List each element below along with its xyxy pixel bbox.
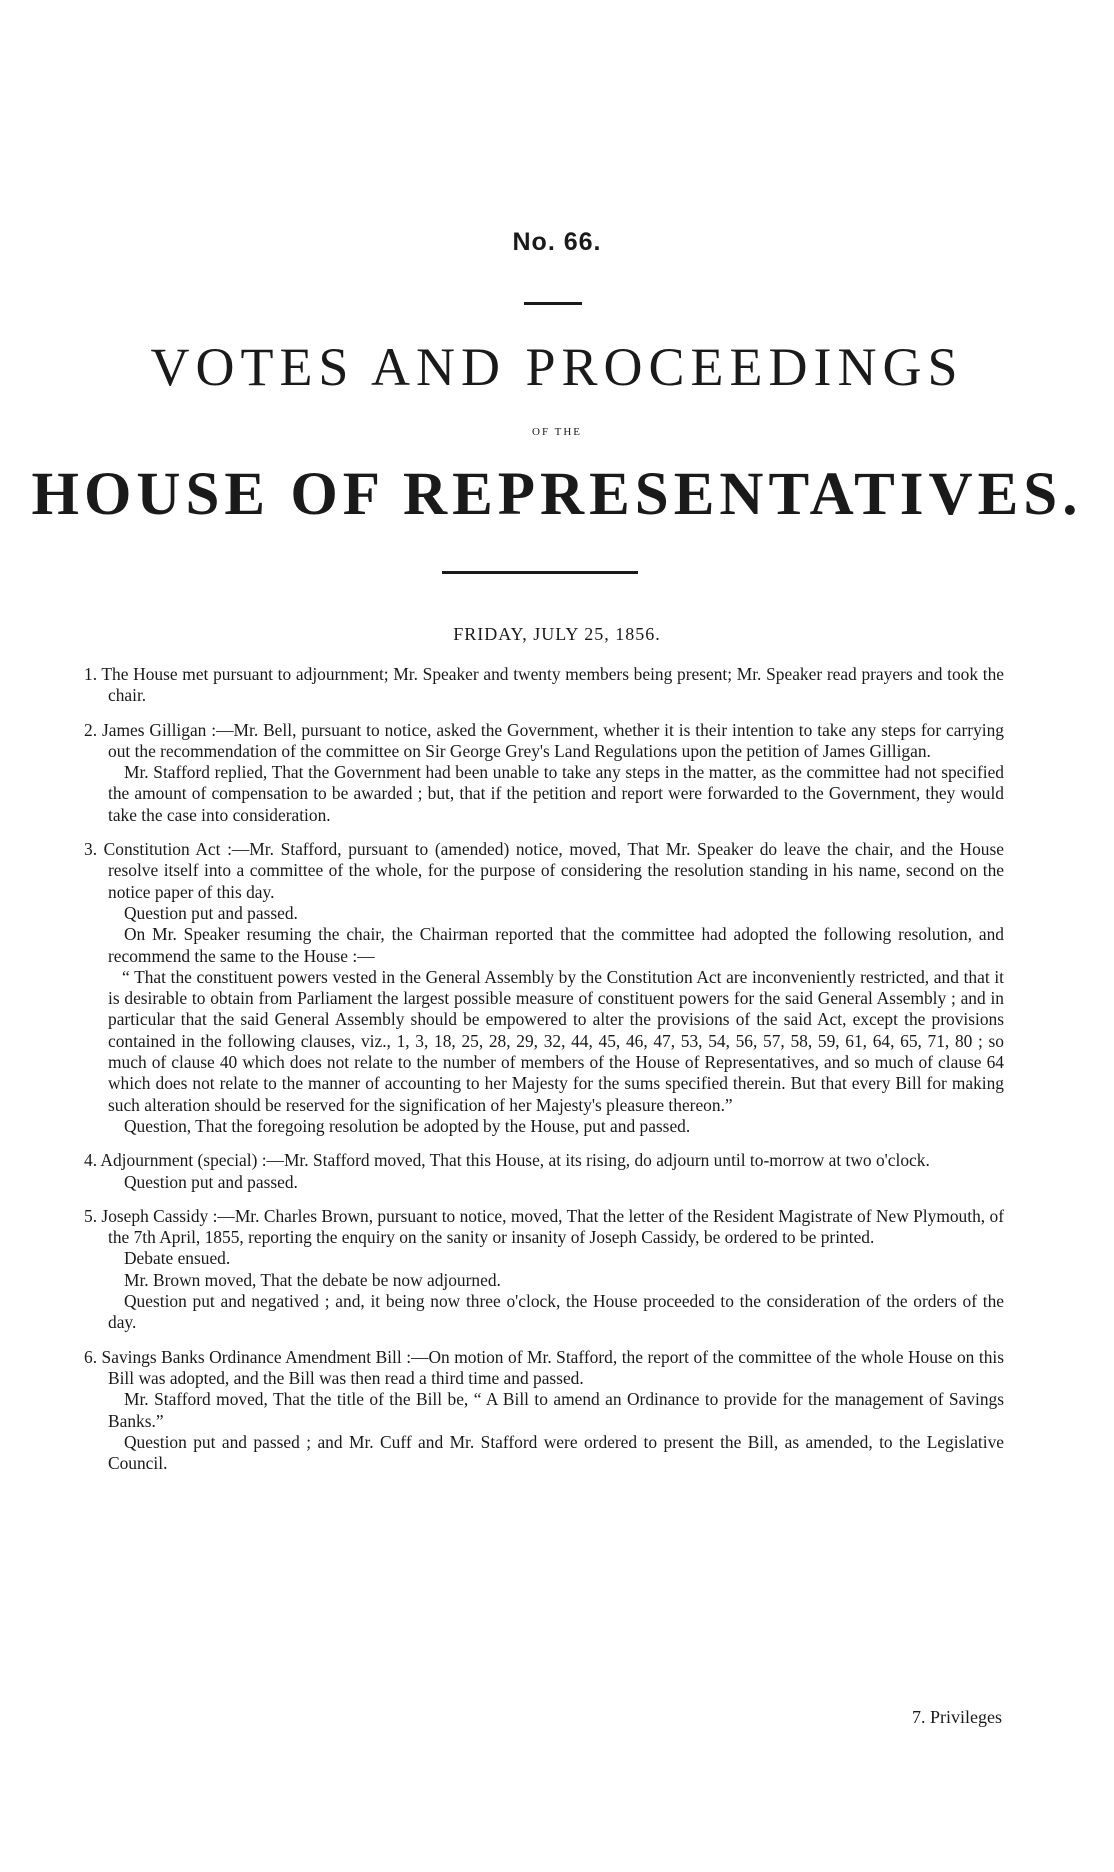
item-paragraph: Mr. Stafford replied, That the Government had been unable to take any steps in the matter, as the committee had not specified the amount of compensation to be awarded ; but, that if the petition and report were forwarded to the Government, they would take the case into consideration. [108,762,1004,825]
item-lead: 4. Adjournment (special) :—Mr. Stafford moved, That this House, at its rising, do adjourn until to-morrow at two o'clock. [84,1150,930,1171]
title-house-of-representatives: HOUSE OF REPRESENTATIVES. [31,461,1083,528]
item-paragraph: Question put and passed ; and Mr. Cuff and Mr. Stafford were ordered to present the Bill, as amended, to the Legislative Council. [108,1431,1004,1474]
paper-number: No. 66. [512,228,602,256]
sitting-date: FRIDAY, JULY 25, 1856. [453,624,661,644]
item-paragraph: Question put and passed. [124,902,298,923]
title-votes-and-proceedings: VOTES AND PROCEEDINGS [150,337,964,397]
long-rule [442,571,638,574]
item-paragraph: On Mr. Speaker resuming the chair, the Chairman reported that the committee had adopted the following resolution, and recommend the same to the House :— [108,924,1004,966]
item-lead: 5. Joseph Cassidy :—Mr. Charles Brown, pursuant to notice, moved, That the letter of the Resident Magistrate of New Plymouth, of the 7th April, 1855, reporting the enquiry on the sanity or insanity of Joseph Cassidy, be ordered to be printed. [84,1205,1004,1248]
item-paragraph: Debate ensued. [124,1248,231,1269]
item-lead: 3. Constitution Act :—Mr. Stafford, pursuant to (amended) notice, moved, That Mr. Speaker do leave the chair, and the House resolve itself into a committee of the whole, for the purpose of considering the resolution standing in his name, second on the notice paper of this day. [84,839,1004,902]
item-paragraph: Question put and passed. [124,1171,298,1192]
item-paragraph: Question put and negatived ; and, it being now three o'clock, the House proceeded to the consideration of the orders of the day. [108,1291,1004,1333]
item-paragraph: Question, That the foregoing resolution be adopted by the House, put and passed. [124,1115,691,1136]
resolution-quote: “ That the constituent powers vested in the General Assembly by the Constitution Act are inconveniently restricted, and that it is desirable to obtain from Parliament the largest possible measure of constituent powers for the said General Assembly ; and in particular that the said General Assembly should be empowered to alter the provisions of the said Act, except the provisions contained in the following clauses, viz., 1, 3, 18, 25, 28, 29, 32, 44, 45, 46, 47, 53, 54, 56, 57, 58, 59, 61, 64, 65, 71, 80 ; so much of clause 40 which does not relate to the number of members of the House of Representatives, and so much of clause 64 which does not relate to the manner of accounting to her Majesty for the sums specified therein. But that every Bill for making such alteration should be reserved for the signification of her Majesty's pleasure thereon.” [108,966,1004,1115]
title-of-the: OF THE [532,426,582,438]
proceeding-item [84,664,1004,707]
proceedings-body [84,664,1004,1487]
proceeding-item [84,720,1004,826]
proceeding-item [84,839,1004,1137]
item-lead: 6. Savings Banks Ordinance Amendment Bill :—On motion of Mr. Stafford, the report of the committee of the whole House on this Bill was adopted, and the Bill was then read a third time and passed. [84,1346,1004,1388]
item-lead: 2. James Gilligan :—Mr. Bell, pursuant to notice, asked the Government, whether it is their intention to take any steps for carrying out the recommendation of the committee on Sir George Grey's Land Regulations upon the petition of James Gilligan. [84,719,1004,761]
item-paragraph: Mr. Brown moved, That the debate be now adjourned. [124,1269,501,1290]
item-lead: 1. The House met pursuant to adjournment; Mr. Speaker and twenty members being present; Mr. Speaker read prayers and took the chair. [84,664,1004,706]
catchword: 7. Privileges [912,1707,1002,1727]
short-rule [524,302,582,305]
proceeding-item [84,1347,1004,1475]
proceeding-item [84,1150,1004,1193]
proceeding-item [84,1206,1004,1334]
item-paragraph: Mr. Stafford moved, That the title of the Bill be, “ A Bill to amend an Ordinance to provide for the management of Savings Banks.” [108,1389,1004,1431]
